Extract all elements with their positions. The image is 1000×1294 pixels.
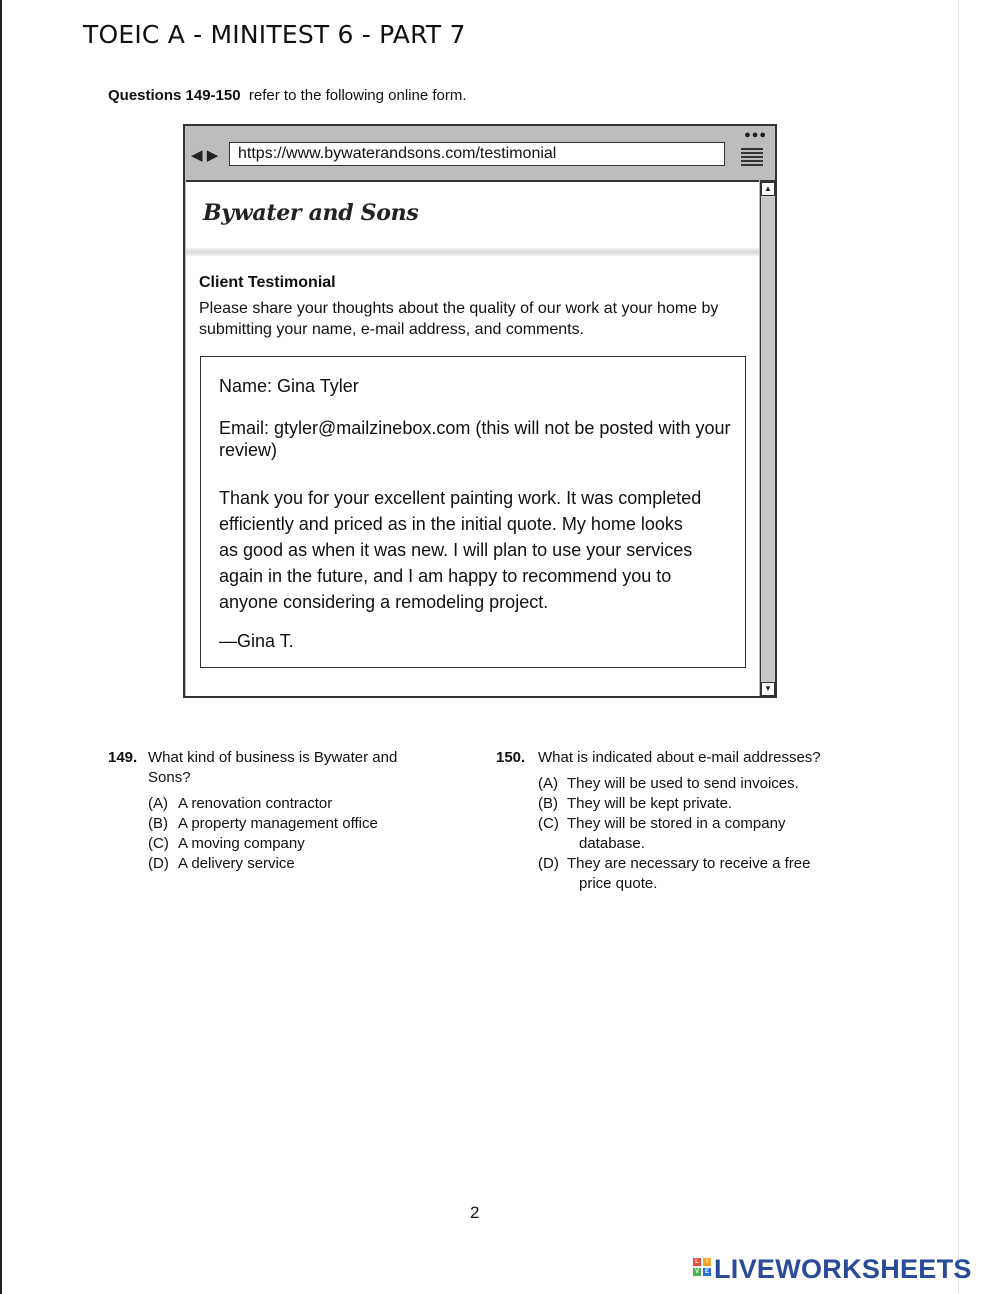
logo-grid-letter: L bbox=[693, 1258, 701, 1266]
option-text: A delivery service bbox=[178, 855, 295, 872]
email-field: Email: gtyler@mailzinebox.com (this will not be posted with your review) bbox=[219, 418, 731, 460]
address-bar[interactable]: https://www.bywaterandsons.com/testimonial bbox=[229, 142, 725, 166]
option-letter: (D) bbox=[148, 855, 169, 872]
testimonial-form bbox=[200, 356, 746, 668]
question-text: What is indicated about e-mail addresses? bbox=[538, 749, 821, 766]
option-letter: (C) bbox=[538, 815, 559, 832]
name-field: Name: Gina Tyler bbox=[219, 376, 359, 396]
menu-icon[interactable] bbox=[741, 148, 763, 168]
option-text: A property management office bbox=[178, 815, 378, 832]
comment-line: again in the future, and I am happy to recommend you to bbox=[219, 566, 672, 586]
page-title: TOEIC A - MINITEST 6 - PART 7 bbox=[83, 20, 466, 49]
option-text: They will be used to send invoices. bbox=[567, 775, 799, 792]
option-text: A renovation contractor bbox=[178, 795, 333, 812]
option-text-line: price quote. bbox=[579, 875, 658, 892]
comment-line: Thank you for your excellent painting work. It was completed bbox=[219, 488, 702, 508]
comment-line: efficiently and priced as in the initial quote. My home looks bbox=[219, 514, 683, 534]
option-letter: (B) bbox=[538, 795, 558, 812]
scroll-down-arrow-icon[interactable]: ▼ bbox=[761, 682, 775, 696]
page-right-rule bbox=[958, 0, 959, 1294]
questions-intro bbox=[108, 87, 467, 104]
option-letter: (A) bbox=[538, 775, 558, 792]
option-text-line: They are necessary to receive a free bbox=[567, 855, 811, 872]
question-number: 150. bbox=[496, 749, 526, 766]
section-heading: Client Testimonial bbox=[199, 274, 336, 291]
option-letter: (A) bbox=[148, 795, 168, 812]
option-text bbox=[567, 854, 867, 894]
page-number: 2 bbox=[470, 1203, 480, 1222]
header-divider bbox=[186, 248, 759, 256]
logo-grid-letter: E bbox=[704, 1269, 709, 1275]
page-left-rule bbox=[0, 0, 2, 1294]
window-dots-icon: ●●● bbox=[744, 129, 767, 141]
scroll-up-arrow-icon[interactable]: ▲ bbox=[761, 182, 775, 196]
questions-intro-text: refer to the following online form. bbox=[248, 87, 467, 104]
signature: —Gina T. bbox=[219, 631, 294, 651]
comment-line: as good as when it was new. I will plan to use your services bbox=[219, 540, 693, 560]
logo-grid-letter: V bbox=[694, 1269, 699, 1275]
logo-grid-icon bbox=[693, 1258, 712, 1277]
site-brand: Bywater and Sons bbox=[203, 200, 419, 226]
form-instructions: Please share your thoughts about the quality of our work at your home by submitting your name, e-mail address, and comments. bbox=[199, 300, 719, 338]
scrollbar[interactable] bbox=[760, 180, 775, 696]
question-text-line: Sons? bbox=[148, 769, 191, 786]
option-text: They will be kept private. bbox=[567, 795, 733, 812]
question-text bbox=[148, 748, 448, 788]
option-letter: (D) bbox=[538, 855, 559, 872]
back-forward-arrows-icon[interactable]: ◀ ▶ bbox=[191, 147, 219, 164]
logo-grid-letter: I bbox=[703, 1258, 711, 1266]
option-letter: (B) bbox=[148, 815, 168, 832]
comment-field bbox=[219, 485, 739, 615]
question-text-line: What kind of business is Bywater and bbox=[148, 749, 398, 766]
browser-content bbox=[186, 180, 759, 696]
option-text-line: They will be stored in a company bbox=[567, 815, 786, 832]
option-text: A moving company bbox=[178, 835, 305, 852]
browser-window bbox=[183, 124, 777, 698]
comment-line: anyone considering a remodeling project. bbox=[219, 592, 549, 612]
questions-range: Questions 149-150 bbox=[108, 87, 241, 104]
logo-text: LIVEWORKSHEETS bbox=[714, 1254, 972, 1284]
option-text bbox=[567, 814, 867, 854]
option-letter: (C) bbox=[148, 835, 169, 852]
question-number: 149. bbox=[108, 749, 138, 766]
option-text-line: database. bbox=[579, 835, 645, 852]
